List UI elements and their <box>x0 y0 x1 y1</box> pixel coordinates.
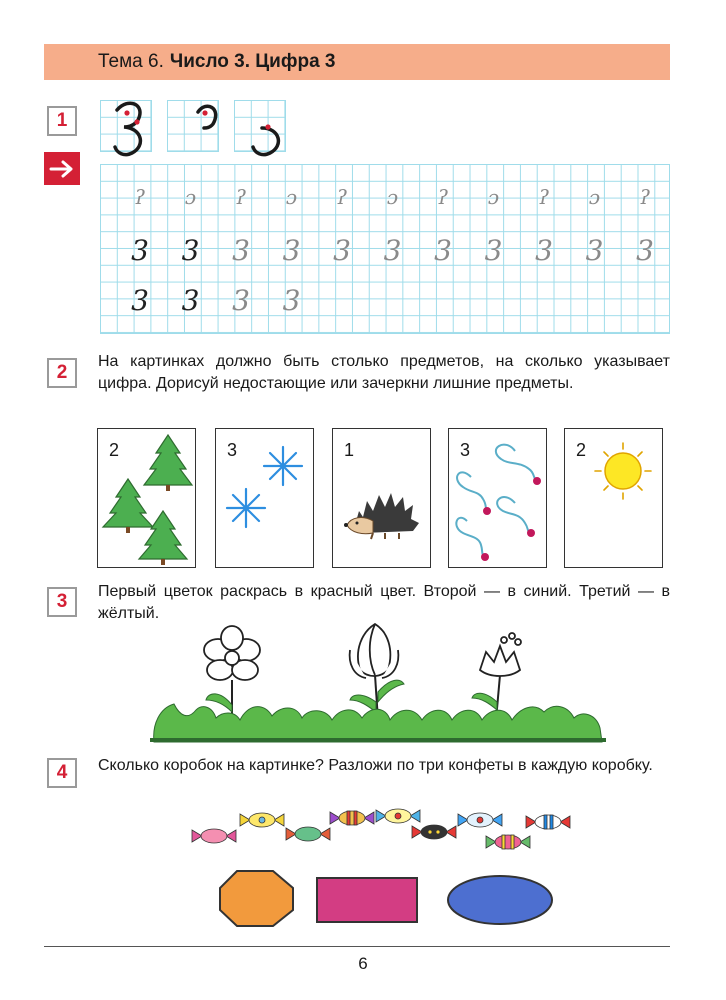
copybook-digit: 3 <box>383 234 402 267</box>
count-card-sun <box>564 428 663 568</box>
card-number: 1 <box>344 440 355 460</box>
copybook-digit: 3 <box>484 234 503 267</box>
boxes-illustration <box>215 868 565 930</box>
page-number: 6 <box>358 954 368 973</box>
copybook-digit: ʔ <box>235 185 247 209</box>
copybook-digit: ɔ <box>184 185 197 209</box>
candy-icon <box>192 809 570 849</box>
task-3-number: 3 <box>47 587 77 617</box>
task-2-text: На картинках должно быть столько предметов, на сколько указывает цифра. Дорисуй недостающие или зачеркни лишние предметы. <box>98 353 670 392</box>
copybook-digit: ʔ <box>134 185 146 209</box>
card-number: 3 <box>460 440 471 460</box>
count-card-hedgehog <box>332 428 431 568</box>
copybook-digit: 3 <box>181 284 200 317</box>
rectangle-box-icon <box>317 878 417 922</box>
flowers-illustration <box>150 620 610 745</box>
flower-2-icon <box>350 624 399 678</box>
sun-icon <box>565 429 664 569</box>
count-card-trees <box>97 428 196 568</box>
copybook-digit: ɔ <box>588 185 601 209</box>
copybook-digit: 3 <box>181 234 200 267</box>
copybook-digit: 3 <box>131 284 149 317</box>
count-card-balloons <box>448 428 547 568</box>
count-card-snowflakes <box>215 428 314 568</box>
copybook-digit: ʔ <box>437 185 449 209</box>
footer-rule <box>44 946 670 947</box>
snowflake-icon <box>216 429 315 569</box>
copybook-digit: 3 <box>131 234 149 267</box>
card-number: 3 <box>227 440 238 460</box>
copybook-digit: 3 <box>535 234 553 267</box>
copybook-digit: ɔ <box>487 185 500 209</box>
tree-icon <box>98 429 197 569</box>
hedgehog-icon <box>333 429 432 569</box>
copybook-strokes <box>100 164 670 334</box>
topic-title: Число 3. Цифра 3 <box>169 51 336 72</box>
copybook-digit: ʔ <box>538 185 550 209</box>
copybook-digit: 3 <box>232 234 250 267</box>
task-4-number: 4 <box>47 758 77 788</box>
task-3-text: Первый цветок раскрась в красный цвет. Второй — в синий. Третий — в жёлтый. <box>98 583 670 622</box>
copybook-digit: 3 <box>636 234 654 267</box>
task-1-number: 1 <box>47 106 77 136</box>
octagon-box-icon <box>220 871 293 926</box>
flower-1-icon <box>204 626 260 680</box>
copybook-digit: 3 <box>434 234 452 267</box>
task-2-number: 2 <box>47 358 77 388</box>
copybook-digit: 3 <box>585 234 604 267</box>
copybook-digit: 3 <box>282 284 301 317</box>
copybook-digit: 3 <box>333 234 351 267</box>
copybook-digit: ʔ <box>639 185 651 209</box>
card-number: 2 <box>109 440 120 460</box>
copybook-digit: ɔ <box>285 185 298 209</box>
copybook-digit: ʔ <box>336 185 348 209</box>
copybook-digit: 3 <box>232 284 250 317</box>
task-4-text: Сколько коробок на картинке? Разложи по три конфеты в каждую коробку. <box>98 757 653 774</box>
copybook-digit: 3 <box>282 234 301 267</box>
candies-illustration <box>190 806 580 856</box>
topic-label: Тема 6. <box>98 51 164 72</box>
card-number: 2 <box>576 440 587 460</box>
oval-box-icon <box>448 876 552 924</box>
copybook-digit: ɔ <box>386 185 399 209</box>
copybook-svg <box>100 164 670 334</box>
flower-3-icon <box>480 633 521 676</box>
balloon-icon <box>449 429 548 569</box>
